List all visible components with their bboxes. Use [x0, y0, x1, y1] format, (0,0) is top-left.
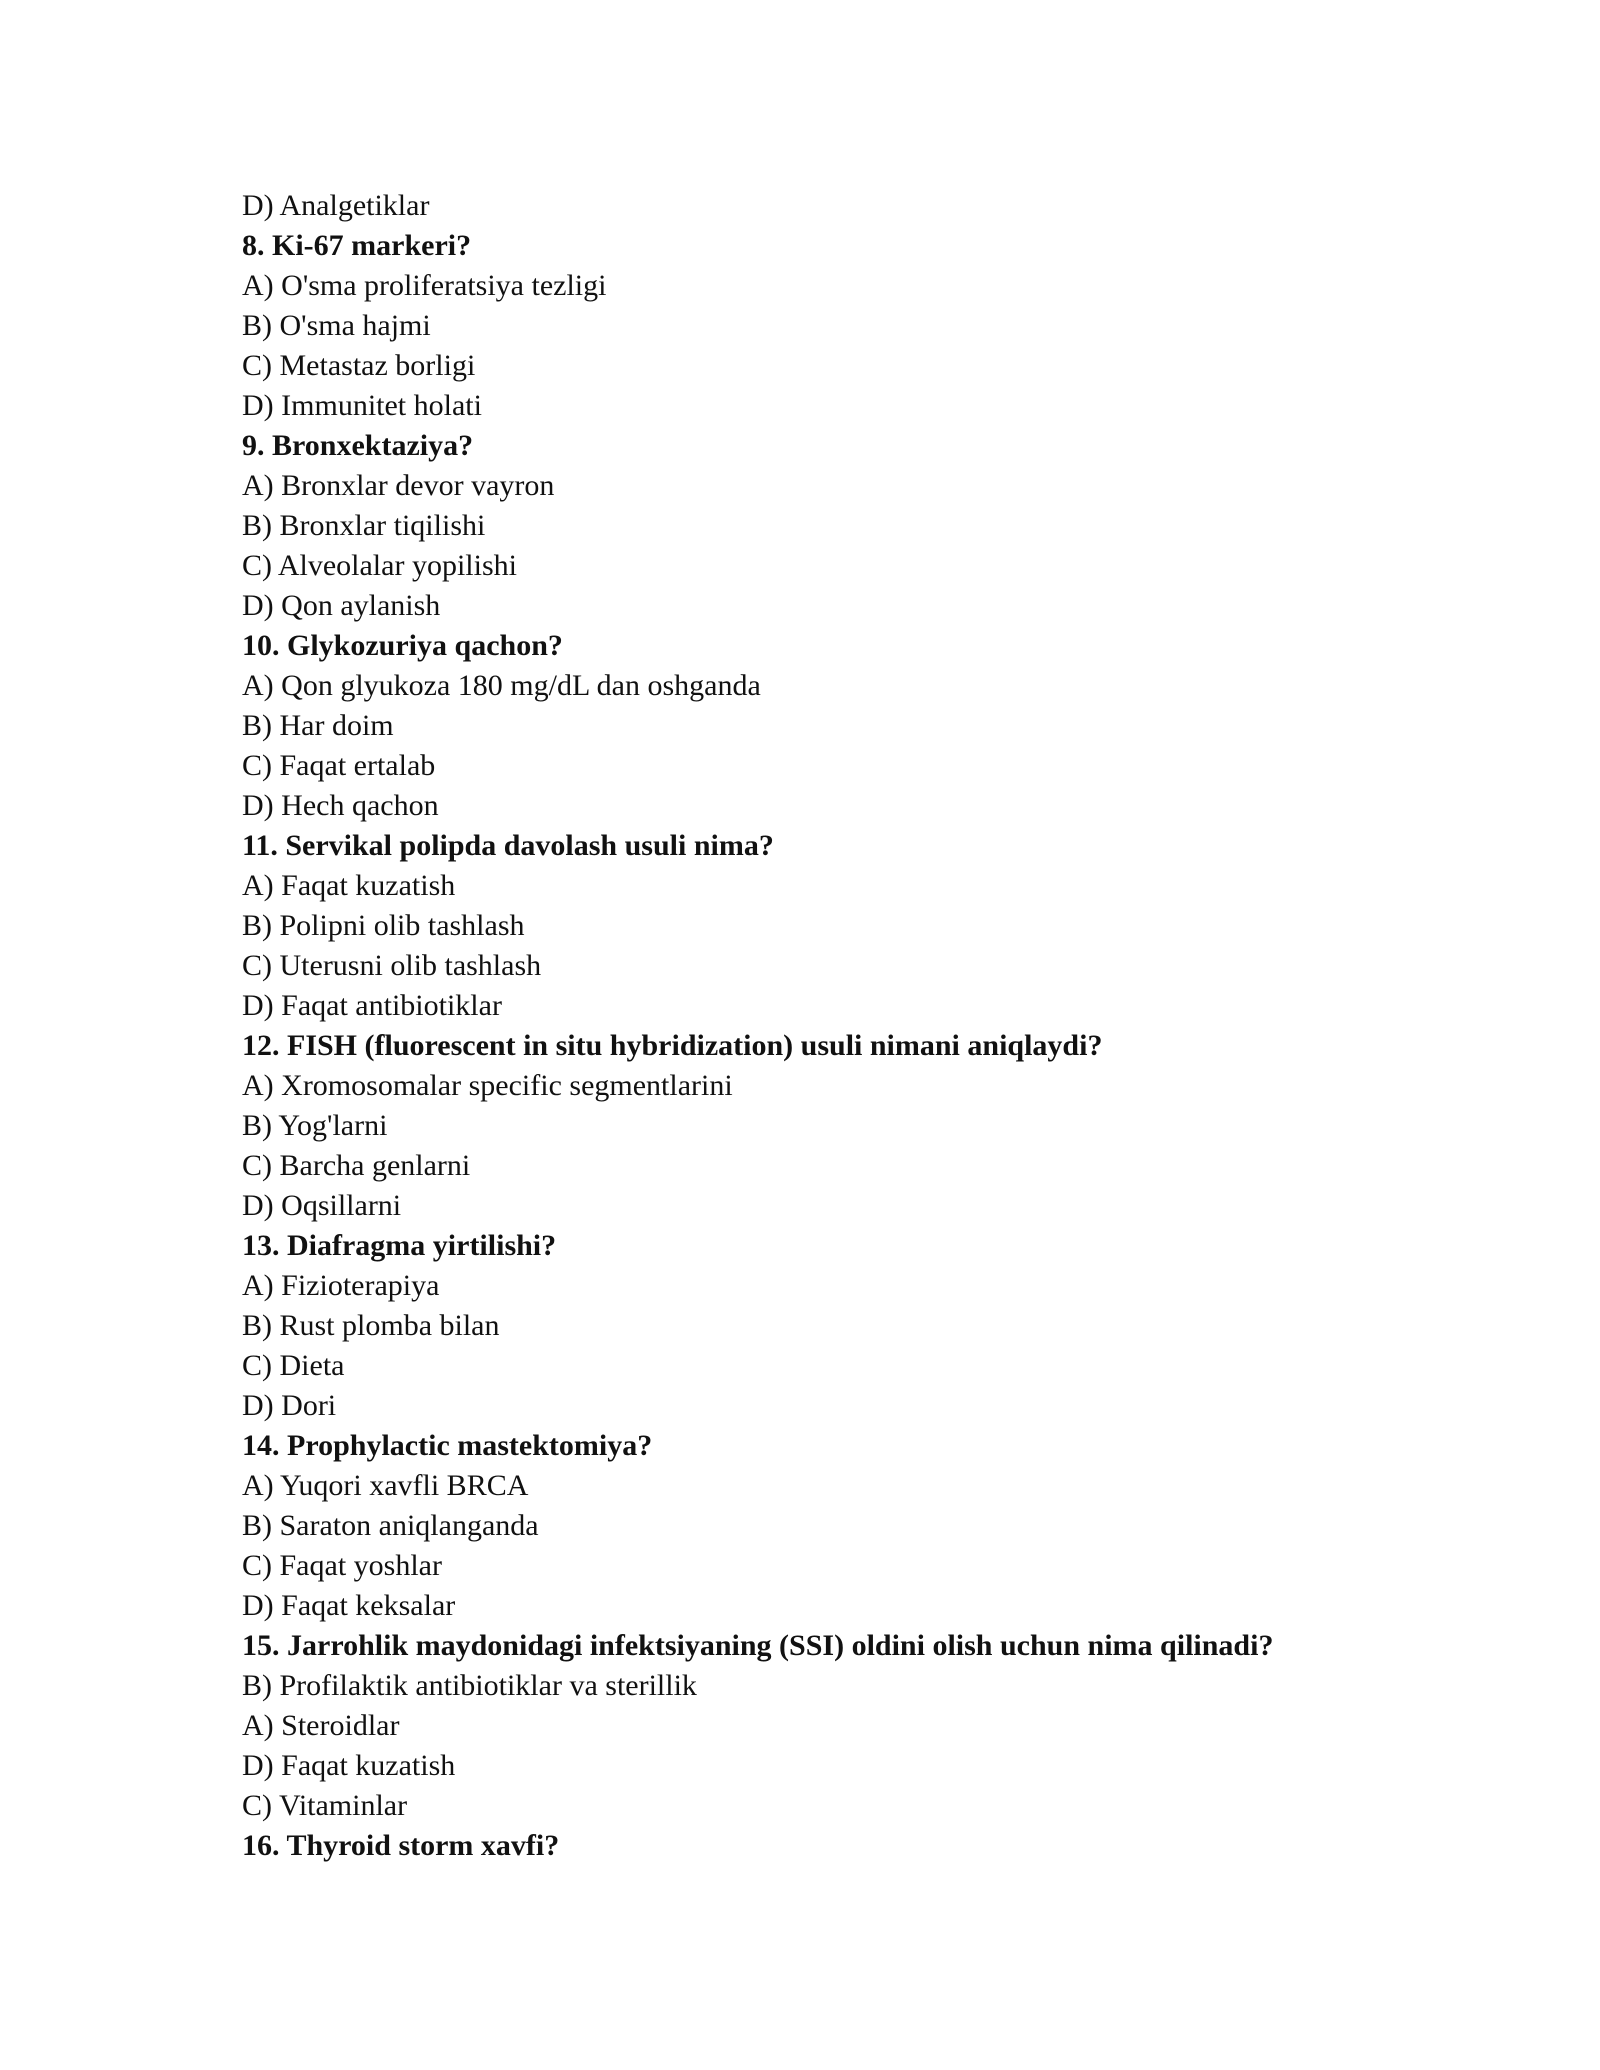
- answer-option: B) Profilaktik antibiotiklar va sterillik: [242, 1669, 697, 1702]
- answer-option: B) Yog'larni: [242, 1109, 388, 1142]
- answer-option: A) Yuqori xavfli BRCA: [242, 1469, 529, 1502]
- answer-option: A) Bronxlar devor vayron: [242, 469, 555, 502]
- answer-option: D) Dori: [242, 1389, 337, 1422]
- quiz-content: [242, 186, 1442, 1866]
- answer-option: A) Faqat kuzatish: [242, 869, 456, 902]
- answer-option: D) Qon aylanish: [242, 589, 441, 622]
- answer-option: C) Vitaminlar: [242, 1789, 408, 1822]
- answer-option: D) Faqat kuzatish: [242, 1749, 456, 1782]
- answer-option: B) Bronxlar tiqilishi: [242, 509, 486, 542]
- question-heading: 15. Jarrohlik maydonidagi infektsiyaning (SSI) oldini olish uchun nima qilinadi?: [242, 1629, 1274, 1662]
- answer-option: C) Barcha genlarni: [242, 1149, 471, 1182]
- answer-option: D) Oqsillarni: [242, 1189, 402, 1222]
- answer-option: D) Hech qachon: [242, 789, 439, 822]
- answer-option: B) Har doim: [242, 709, 394, 742]
- answer-option: C) Faqat yoshlar: [242, 1549, 442, 1582]
- question-heading: 9. Bronxektaziya?: [242, 429, 474, 462]
- answer-option: C) Alveolalar yopilishi: [242, 549, 517, 582]
- question-heading: 16. Thyroid storm xavfi?: [242, 1829, 560, 1862]
- answer-option: B) O'sma hajmi: [242, 309, 431, 342]
- answer-option: D) Faqat keksalar: [242, 1589, 456, 1622]
- answer-option: A) Fizioterapiya: [242, 1269, 440, 1302]
- answer-option: C) Dieta: [242, 1349, 345, 1382]
- answer-option: B) Polipni olib tashlash: [242, 909, 525, 942]
- answer-option: C) Metastaz borligi: [242, 349, 476, 382]
- question-heading: 10. Glykozuriya qachon?: [242, 629, 563, 662]
- answer-option: A) Xromosomalar specific segmentlarini: [242, 1069, 733, 1102]
- answer-option: B) Saraton aniqlanganda: [242, 1509, 539, 1542]
- answer-option: A) O'sma proliferatsiya tezligi: [242, 269, 607, 302]
- answer-option: D) Analgetiklar: [242, 189, 430, 222]
- answer-option: D) Faqat antibiotiklar: [242, 989, 502, 1022]
- question-heading: 13. Diafragma yirtilishi?: [242, 1229, 557, 1262]
- answer-option: B) Rust plomba bilan: [242, 1309, 500, 1342]
- answer-option: D) Immunitet holati: [242, 389, 482, 422]
- question-heading: 11. Servikal polipda davolash usuli nima?: [242, 829, 774, 862]
- answer-option: C) Uterusni olib tashlash: [242, 949, 542, 982]
- question-heading: 12. FISH (fluorescent in situ hybridization) usuli nimani aniqlaydi?: [242, 1029, 1103, 1062]
- answer-option: A) Qon glyukoza 180 mg/dL dan oshganda: [242, 669, 761, 702]
- question-heading: 8. Ki-67 markeri?: [242, 229, 472, 262]
- answer-option: C) Faqat ertalab: [242, 749, 436, 782]
- answer-option: A) Steroidlar: [242, 1709, 400, 1742]
- question-heading: 14. Prophylactic mastektomiya?: [242, 1429, 653, 1462]
